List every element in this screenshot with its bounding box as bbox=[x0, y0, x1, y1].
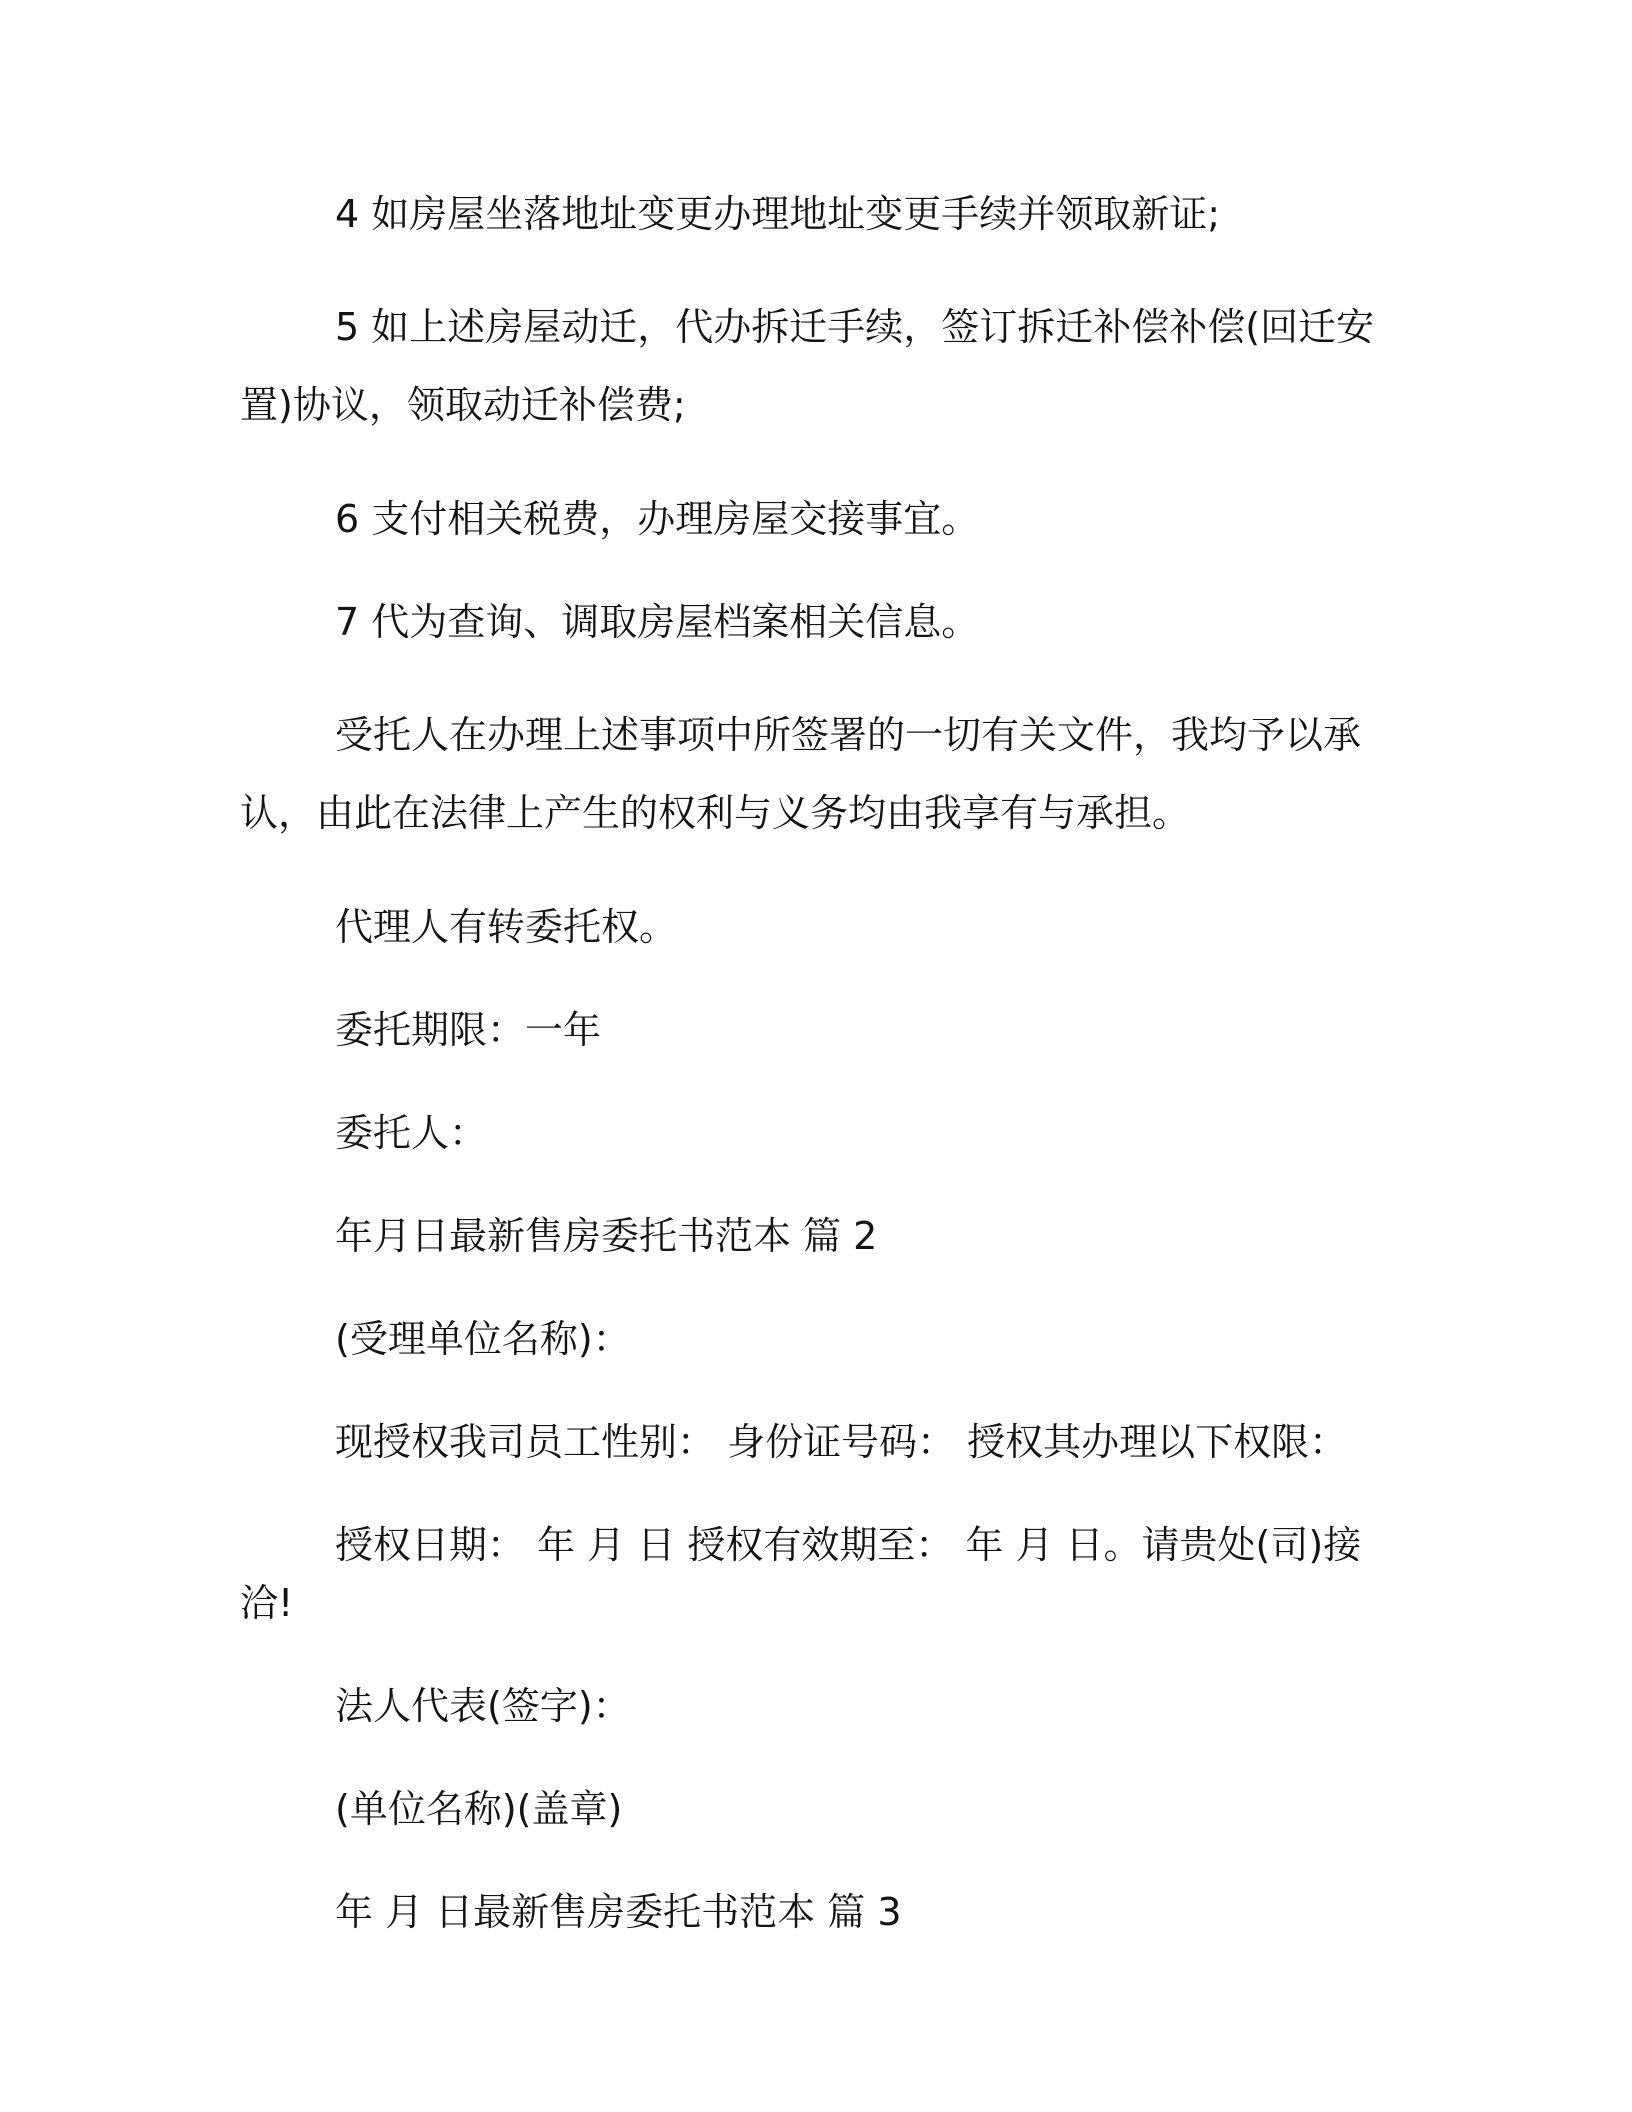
paragraph-item-4: 4 如房屋坐落地址变更办理地址变更手续并领取新证; bbox=[335, 192, 1221, 236]
paragraph-template-3-heading: 年 月 日最新售房委托书范本 篇 3 bbox=[335, 1890, 902, 1934]
paragraph-item-5: 5 如上述房屋动迁，代办拆迁手续，签订拆迁补偿补偿(回迁安置)协议，领取动迁补偿费; bbox=[240, 305, 1375, 427]
paragraph-item-7: 7 代为查询、调取房屋档案相关信息。 bbox=[335, 600, 980, 644]
paragraph-authorization-date: 授权日期： 年 月 日 授权有效期至： 年 月 日。请贵处(司)接洽! bbox=[240, 1523, 1362, 1625]
paragraph-authorization: 现授权我司员工性别： 身份证号码： 授权其办理以下权限： bbox=[335, 1420, 1348, 1464]
document-body bbox=[240, 185, 1400, 1986]
paragraph-principal: 委托人： bbox=[335, 1111, 488, 1155]
paragraph-agent-acknowledgement: 受托人在办理上述事项中所签署的一切有关文件，我均予以承认，由此在法律上产生的权利与义务均由我享有与承担。 bbox=[240, 713, 1362, 835]
paragraph-item-6: 6 支付相关税费，办理房屋交接事宜。 bbox=[335, 497, 980, 541]
paragraph-recipient: (受理单位名称)： bbox=[335, 1317, 631, 1361]
paragraph-template-2-heading: 年月日最新售房委托书范本 篇 2 bbox=[335, 1214, 878, 1258]
paragraph-company-seal: (单位名称)(盖章) bbox=[335, 1787, 623, 1831]
paragraph-legal-representative: 法人代表(签字)： bbox=[335, 1684, 631, 1728]
paragraph-term: 委托期限：一年 bbox=[335, 1008, 602, 1052]
paragraph-sub-delegation: 代理人有转委托权。 bbox=[335, 905, 678, 949]
